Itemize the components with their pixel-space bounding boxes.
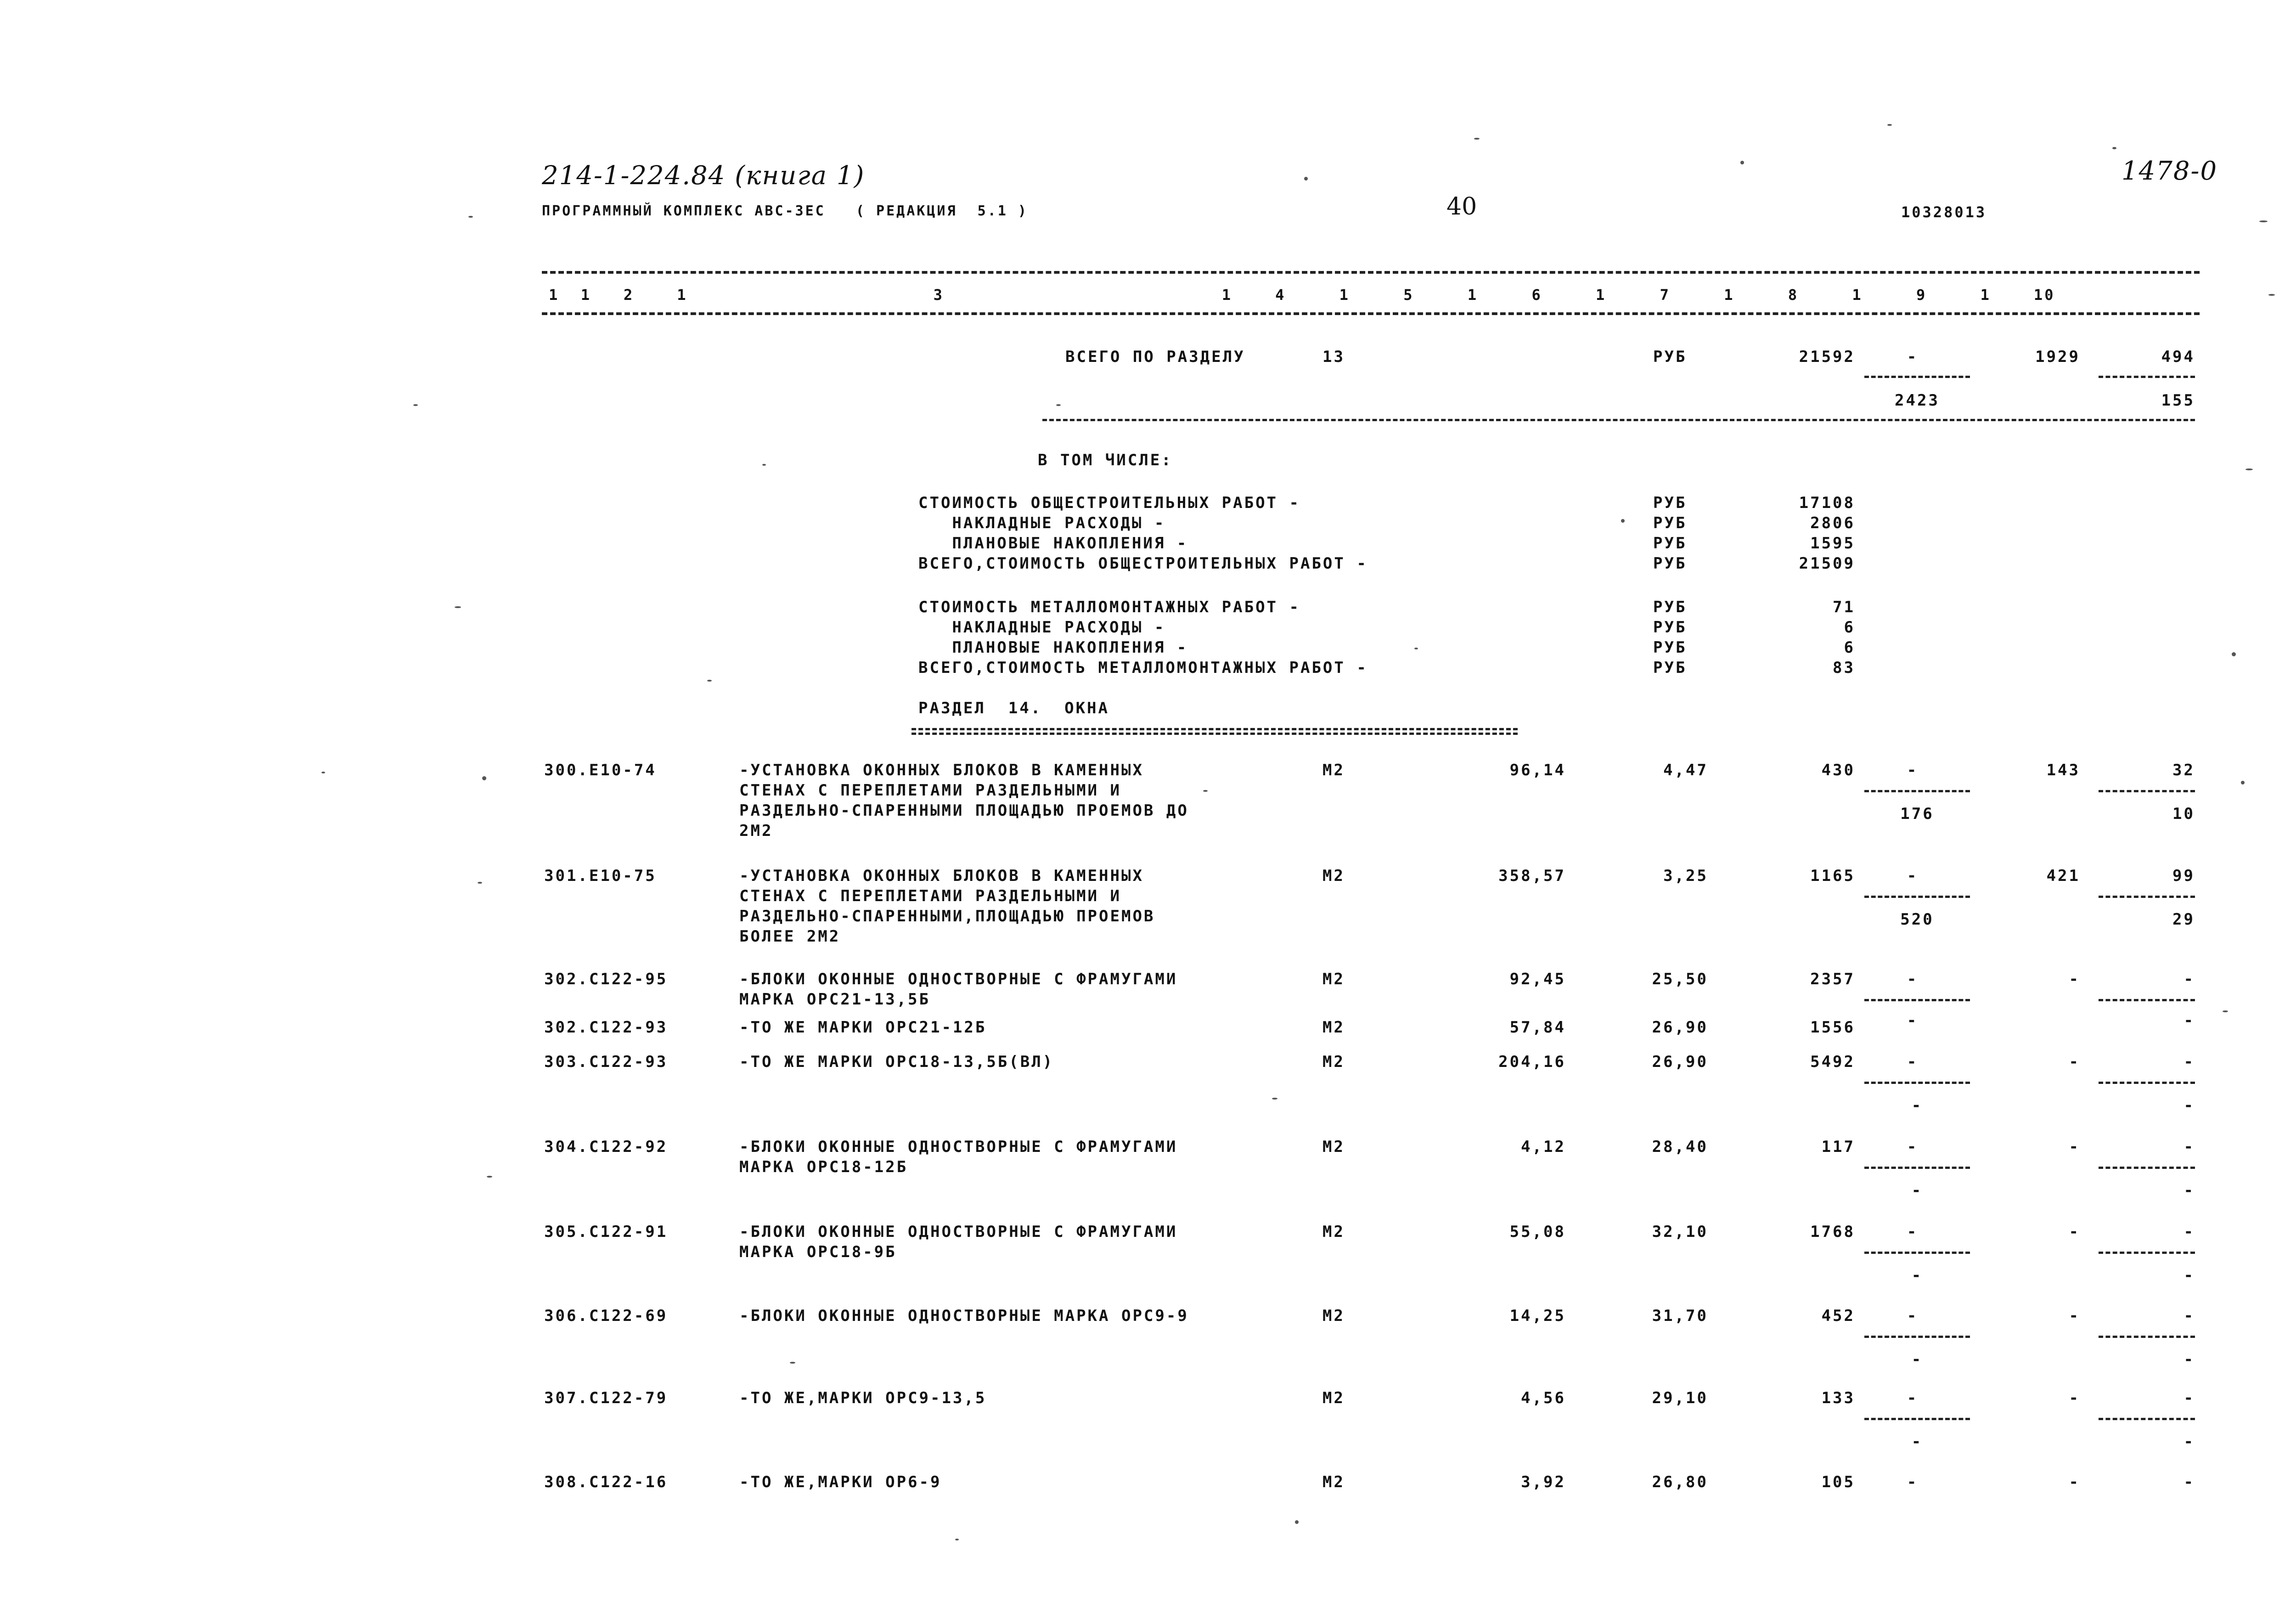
- row-col9: 143: [2046, 761, 2080, 779]
- row-col10: -: [2183, 970, 2195, 988]
- section-total-col9: 1929: [2035, 348, 2080, 366]
- row-total: 5492: [1810, 1053, 1855, 1071]
- breakdown-line-unit: РУБ: [1653, 638, 1687, 657]
- row-quantity: 96,14: [1509, 761, 1566, 779]
- breakdown-line-label: СТОИМОСТЬ МЕТАЛЛОМОНТАЖНЫХ РАБОТ -: [918, 598, 1300, 616]
- row-description: -БЛОКИ ОКОННЫЕ ОДНОСТВОРНЫЕ МАРКА ОРС9-9: [739, 1307, 1189, 1325]
- breakdown-line-label: НАКЛАДНЫЕ РАСХОДЫ -: [918, 618, 1166, 637]
- row-col8: -: [1907, 1011, 1919, 1030]
- row-total: 430: [1821, 761, 1855, 779]
- row-col9: -: [2069, 1053, 2080, 1071]
- breakdown-line-unit: РУБ: [1653, 659, 1687, 677]
- row-code: 308.С122-16: [544, 1473, 668, 1491]
- breakdown-line-unit: РУБ: [1653, 534, 1687, 553]
- section-total-col8: -: [1907, 348, 1919, 366]
- breakdown-line-value: 21509: [1799, 554, 1855, 573]
- header-bottom-rule: [542, 312, 2200, 315]
- breakdown-line-label: ВСЕГО,СТОИМОСТЬ МЕТАЛЛОМОНТАЖНЫХ РАБОТ -: [918, 659, 1368, 677]
- row-col10b: -: [2183, 1433, 2195, 1451]
- column-numbers: 1 1 2 1 3 1 4 1 5 1 6 1 7 1 8 1 9 1 10: [549, 286, 2055, 304]
- row-description: -БЛОКИ ОКОННЫЕ ОДНОСТВОРНЫЕ С ФРАМУГАМИ МАРКА ОРС18-12Б: [739, 1138, 1178, 1176]
- row-col8-rule: [1864, 1336, 1970, 1338]
- section-total-label: ВСЕГО ПО РАЗДЕЛУ: [1065, 348, 1245, 366]
- row-code: 303.С122-93: [544, 1053, 668, 1071]
- row-col10-rule: [2099, 1082, 2195, 1084]
- row-unit: М2: [1322, 970, 1345, 988]
- section-total-number: 13: [1322, 348, 1345, 366]
- breakdown-line-label: НАКЛАДНЫЕ РАСХОДЫ -: [918, 514, 1166, 532]
- row-quantity: 204,16: [1498, 1053, 1566, 1071]
- breakdown-line-value: 2806: [1810, 514, 1855, 532]
- row-col8: -: [1907, 761, 1919, 779]
- row-col10: -: [2183, 1053, 2195, 1071]
- row-quantity: 14,25: [1509, 1307, 1566, 1325]
- row-total: 1768: [1810, 1223, 1855, 1241]
- row-unit-price: 25,50: [1652, 970, 1708, 988]
- breakdown-title: В ТОМ ЧИСЛЕ:: [1038, 451, 1173, 469]
- row-description: -ТО ЖЕ МАРКИ ОРС21-12Б: [739, 1018, 987, 1037]
- row-col10: -: [2183, 1473, 2195, 1491]
- row-col10-rule: [2099, 790, 2195, 792]
- row-col10-rule: [2099, 1167, 2195, 1169]
- row-description: -ТО ЖЕ МАРКИ ОРС18-13,5Б(ВЛ): [739, 1053, 1054, 1071]
- section-total-rule: [1042, 419, 2195, 421]
- breakdown-line-unit: РУБ: [1653, 514, 1687, 532]
- row-col10: -: [2183, 1011, 2195, 1030]
- row-col8b: 176: [1900, 805, 1934, 823]
- row-col10-rule: [2099, 896, 2195, 898]
- row-col10b: 10: [2172, 805, 2195, 823]
- row-code: 302.С122-93: [544, 1018, 668, 1037]
- row-col10-rule: [2099, 999, 2195, 1001]
- row-col8: -: [1907, 970, 1919, 988]
- row-code: 305.С122-91: [544, 1223, 668, 1241]
- row-col10b: -: [2183, 1350, 2195, 1369]
- breakdown-line-value: 83: [1833, 659, 1855, 677]
- top-rule: [542, 271, 2200, 274]
- row-quantity: 358,57: [1498, 867, 1566, 885]
- breakdown-line-value: 1595: [1810, 534, 1855, 553]
- row-col10: 32: [2172, 761, 2195, 779]
- breakdown-line-unit: РУБ: [1653, 554, 1687, 573]
- subtotal-rule-col8: [1864, 376, 1970, 378]
- row-col10: -: [2183, 1389, 2195, 1407]
- row-col8b: -: [1911, 1181, 1923, 1200]
- row-unit: М2: [1322, 1053, 1345, 1071]
- row-unit-price: 26,90: [1652, 1018, 1708, 1037]
- breakdown-line-value: 6: [1844, 618, 1855, 637]
- row-quantity: 4,56: [1521, 1389, 1566, 1407]
- row-col8: -: [1907, 1053, 1919, 1071]
- row-unit: М2: [1322, 761, 1345, 779]
- row-col8: -: [1907, 1223, 1919, 1241]
- section-heading-underline-2: [912, 733, 1518, 735]
- row-col8-rule: [1864, 1252, 1970, 1254]
- row-code: 304.С122-92: [544, 1138, 668, 1156]
- row-col9: -: [2069, 1307, 2080, 1325]
- row-unit-price: 29,10: [1652, 1389, 1708, 1407]
- row-col8: -: [1907, 1389, 1919, 1407]
- row-description: -БЛОКИ ОКОННЫЕ ОДНОСТВОРНЫЕ С ФРАМУГАМИ МАРКА ОРС18-9Б: [739, 1223, 1178, 1261]
- row-unit: М2: [1322, 867, 1345, 885]
- row-description: -ТО ЖЕ,МАРКИ ОР6-9: [739, 1473, 942, 1491]
- row-unit: М2: [1322, 1389, 1345, 1407]
- row-total: 117: [1821, 1138, 1855, 1156]
- section-total-col10b: 155: [2161, 391, 2195, 410]
- row-unit: М2: [1322, 1138, 1345, 1156]
- row-col10: 99: [2172, 867, 2195, 885]
- subtotal-rule-col10: [2099, 376, 2195, 378]
- row-col10-rule: [2099, 1418, 2195, 1420]
- handwritten-sheet-ref: 1478-0: [2122, 156, 2218, 186]
- row-col8b: -: [1911, 1350, 1923, 1369]
- breakdown-line-unit: РУБ: [1653, 494, 1687, 512]
- section-total-col8b: 2423: [1895, 391, 1940, 410]
- row-col8b: -: [1911, 1266, 1923, 1285]
- row-description: -УСТАНОВКА ОКОННЫХ БЛОКОВ В КАМЕННЫХ СТЕНАХ С ПЕРЕПЛЕТАМИ РАЗДЕЛЬНЫМИ И РАЗДЕЛЬНО-СПАРЕННЫМИ ПЛОЩАДЬЮ ПРОЕМОВ ДО 2М2: [739, 761, 1189, 840]
- row-col8-rule: [1864, 1082, 1970, 1084]
- row-quantity: 4,12: [1521, 1138, 1566, 1156]
- row-col8-rule: [1864, 896, 1970, 898]
- handwritten-doc-ref: 214-1-224.84 (книга 1): [542, 161, 865, 191]
- row-unit: М2: [1322, 1018, 1345, 1037]
- row-unit: М2: [1322, 1223, 1345, 1241]
- row-description: -БЛОКИ ОКОННЫЕ ОДНОСТВОРНЫЕ С ФРАМУГАМИ МАРКА ОРС21-13,5Б: [739, 970, 1178, 1009]
- breakdown-line-label: СТОИМОСТЬ ОБЩЕСТРОИТЕЛЬНЫХ РАБОТ -: [918, 494, 1300, 512]
- row-total: 2357: [1810, 970, 1855, 988]
- breakdown-line-value: 17108: [1799, 494, 1855, 512]
- row-col9: -: [2069, 1389, 2080, 1407]
- row-code: 307.С122-79: [544, 1389, 668, 1407]
- row-total: 1556: [1810, 1018, 1855, 1037]
- row-col10: -: [2183, 1223, 2195, 1241]
- row-col10: -: [2183, 1138, 2195, 1156]
- row-col8-rule: [1864, 1418, 1970, 1420]
- row-description: -ТО ЖЕ,МАРКИ ОРС9-13,5: [739, 1389, 987, 1407]
- row-col8: -: [1907, 867, 1919, 885]
- page-number: 40: [1446, 193, 1477, 220]
- row-col10b: -: [2183, 1266, 2195, 1285]
- section-total-unit: РУБ: [1653, 348, 1687, 366]
- row-col8-rule: [1864, 790, 1970, 792]
- breakdown-line-value: 71: [1833, 598, 1855, 616]
- row-col9: -: [2069, 970, 2080, 988]
- row-quantity: 3,92: [1521, 1473, 1566, 1491]
- row-col8b: 520: [1900, 910, 1934, 929]
- row-code: 302.С122-95: [544, 970, 668, 988]
- row-code: 300.Е10-74: [544, 761, 657, 779]
- row-quantity: 55,08: [1509, 1223, 1566, 1241]
- row-col10-rule: [2099, 1252, 2195, 1254]
- row-unit: М2: [1322, 1307, 1345, 1325]
- section-heading: РАЗДЕЛ 14. ОКНА: [918, 699, 1109, 717]
- row-col8b: -: [1911, 1433, 1923, 1451]
- row-unit-price: 26,90: [1652, 1053, 1708, 1071]
- row-col8: -: [1907, 1138, 1919, 1156]
- row-code: 301.Е10-75: [544, 867, 657, 885]
- breakdown-line-value: 6: [1844, 638, 1855, 657]
- row-col9: 421: [2046, 867, 2080, 885]
- breakdown-line-label: ПЛАНОВЫЕ НАКОПЛЕНИЯ -: [918, 534, 1188, 553]
- row-total: 1165: [1810, 867, 1855, 885]
- row-col8-rule: [1864, 1167, 1970, 1169]
- document-code: 10328013: [1901, 203, 1987, 221]
- row-col8b: -: [1911, 1096, 1923, 1115]
- row-col8: -: [1907, 1473, 1919, 1491]
- row-col10: -: [2183, 1307, 2195, 1325]
- row-total: 452: [1821, 1307, 1855, 1325]
- row-col8: -: [1907, 1307, 1919, 1325]
- row-unit-price: 26,80: [1652, 1473, 1708, 1491]
- row-unit: М2: [1322, 1473, 1345, 1491]
- row-unit-price: 32,10: [1652, 1223, 1708, 1241]
- section-total-col10: 494: [2161, 348, 2195, 366]
- section-heading-underline: [912, 728, 1518, 730]
- breakdown-line-unit: РУБ: [1653, 618, 1687, 637]
- row-col10b: -: [2183, 1181, 2195, 1200]
- row-quantity: 92,45: [1509, 970, 1566, 988]
- row-description: -УСТАНОВКА ОКОННЫХ БЛОКОВ В КАМЕННЫХ СТЕНАХ С ПЕРЕПЛЕТАМИ РАЗДЕЛЬНЫМИ И РАЗДЕЛЬНО-СПАРЕННЫМИ,ПЛОЩАДЬЮ ПРОЕМОВ БОЛЕЕ 2М2: [739, 867, 1155, 946]
- row-quantity: 57,84: [1509, 1018, 1566, 1037]
- breakdown-line-unit: РУБ: [1653, 598, 1687, 616]
- breakdown-line-label: ПЛАНОВЫЕ НАКОПЛЕНИЯ -: [918, 638, 1188, 657]
- row-col10b: 29: [2172, 910, 2195, 929]
- row-unit-price: 31,70: [1652, 1307, 1708, 1325]
- row-unit-price: 28,40: [1652, 1138, 1708, 1156]
- row-col10-rule: [2099, 1336, 2195, 1338]
- row-col9: -: [2069, 1473, 2080, 1491]
- row-col8-rule: [1864, 999, 1970, 1001]
- row-unit-price: 4,47: [1663, 761, 1708, 779]
- row-total: 133: [1821, 1389, 1855, 1407]
- row-col9: -: [2069, 1138, 2080, 1156]
- breakdown-line-label: ВСЕГО,СТОИМОСТЬ ОБЩЕСТРОИТЕЛЬНЫХ РАБОТ -: [918, 554, 1368, 573]
- row-code: 306.С122-69: [544, 1307, 668, 1325]
- row-total: 105: [1821, 1473, 1855, 1491]
- row-col9: -: [2069, 1223, 2080, 1241]
- section-total-col7: 21592: [1799, 348, 1855, 366]
- program-header: ПРОГРАММНЫЙ КОМПЛЕКС АВС-ЗЕС ( РЕДАКЦИЯ 5.1 ): [542, 203, 1028, 219]
- row-unit-price: 3,25: [1663, 867, 1708, 885]
- row-col10b: -: [2183, 1096, 2195, 1115]
